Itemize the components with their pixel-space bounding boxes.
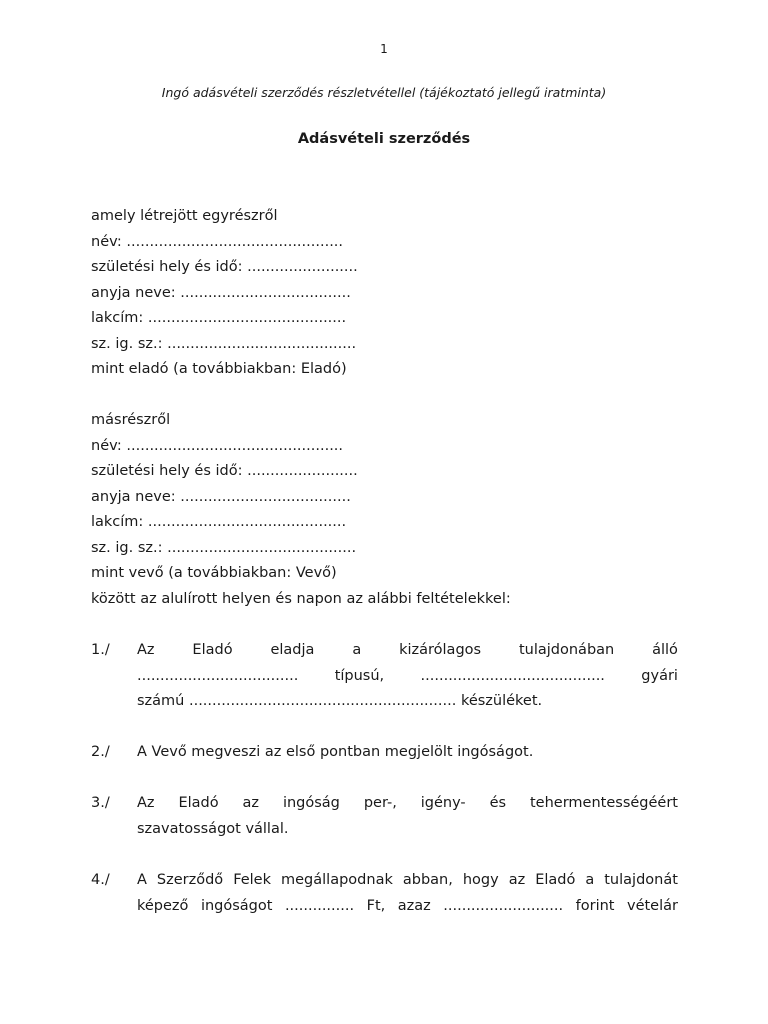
- contract-conditions-intro: között az alulírott helyen és napon az alábbi feltételekkel:: [91, 590, 511, 607]
- word: Eladó: [192, 642, 233, 658]
- word: Szerződő: [156, 872, 224, 888]
- word: vételár: [627, 897, 678, 914]
- word: álló: [652, 642, 678, 658]
- buyer-name-field: név: ...............................................: [91, 437, 344, 454]
- word: az: [242, 795, 260, 811]
- word: Az: [137, 642, 155, 658]
- word: ........................................: [420, 667, 605, 684]
- word: azaz: [397, 897, 431, 914]
- point-line: A Vevő megveszi az első pontban megjelölt ingóságot.: [137, 744, 534, 760]
- document-subtitle: Ingó adásvételi szerződés részletvétellel (tájékoztató jellegű iratminta): [161, 85, 607, 100]
- point-line: [137, 664, 678, 690]
- buyer-intro: másrészről: [91, 412, 171, 428]
- word: forint: [575, 897, 615, 914]
- point-line: [137, 689, 678, 715]
- seller-birth-field: születési hely és idő: ........................: [91, 259, 358, 275]
- word: tulajdonát: [604, 872, 678, 888]
- point-line: [137, 894, 678, 920]
- word: ..........................................................: [188, 693, 457, 709]
- word: Felek: [233, 872, 272, 888]
- seller-block: [91, 204, 691, 383]
- word: A: [137, 872, 147, 888]
- word: tulajdonában: [518, 642, 615, 658]
- word: megállapodnak: [281, 872, 393, 888]
- buyer-block: [91, 408, 691, 612]
- word: készüléket.: [460, 693, 543, 709]
- word: az: [508, 872, 526, 888]
- word: ingóság: [282, 795, 340, 811]
- word: a: [352, 642, 362, 658]
- word: ingóságot: [200, 897, 273, 914]
- word: hogy: [462, 872, 499, 888]
- point-line: szavatosságot vállal.: [137, 820, 289, 837]
- point-line: [137, 791, 678, 817]
- buyer-birth-field: születési hely és idő: ........................: [91, 463, 358, 479]
- point-line: [137, 868, 678, 894]
- word: ...............: [284, 897, 355, 914]
- word: számú: [137, 693, 185, 709]
- word: Ft,: [366, 897, 386, 914]
- contract-point-2: [91, 740, 678, 766]
- word: és: [489, 795, 507, 811]
- point-number: 1./: [91, 642, 110, 658]
- seller-name-field: név: ...............................................: [91, 233, 344, 250]
- word: eladja: [270, 642, 315, 658]
- word: kizárólagos: [399, 642, 482, 658]
- word: ..........................: [443, 897, 564, 914]
- page-number: 1: [380, 42, 388, 56]
- word: ...................................: [137, 667, 299, 684]
- point-number: 3./: [91, 795, 110, 811]
- seller-mother-field: anyja neve: .....................................: [91, 284, 351, 301]
- word: a: [585, 872, 595, 888]
- contract-point-4: [91, 868, 678, 919]
- word: tehermentességéért: [530, 795, 678, 811]
- point-line: [137, 638, 678, 664]
- buyer-address-field: lakcím: ...........................................: [91, 514, 347, 530]
- buyer-role: mint vevő (a továbbiakban: Vevő): [91, 565, 337, 581]
- word: képező: [137, 897, 189, 914]
- word: abban,: [402, 872, 453, 888]
- seller-intro: amely létrejött egyrészről: [91, 208, 278, 224]
- contract-point-1: [91, 638, 678, 715]
- point-number: 2./: [91, 744, 110, 760]
- word: gyári: [641, 667, 678, 684]
- buyer-mother-field: anyja neve: .....................................: [91, 488, 351, 505]
- contract-point-3: [91, 791, 678, 842]
- word: Eladó: [178, 795, 219, 811]
- point-number: 4./: [91, 872, 110, 888]
- word: per-,: [363, 795, 397, 811]
- buyer-id-field: sz. ig. sz.: .........................................: [91, 539, 357, 556]
- document-title: Adásvételi szerződés: [297, 131, 471, 147]
- word: Eladó: [535, 872, 576, 888]
- seller-role: mint eladó (a továbbiakban: Eladó): [91, 361, 347, 377]
- seller-id-field: sz. ig. sz.: .........................................: [91, 335, 357, 352]
- seller-address-field: lakcím: ...........................................: [91, 310, 347, 326]
- word: típusú,: [334, 667, 385, 684]
- word: igény-: [420, 795, 466, 811]
- word: Az: [137, 795, 155, 811]
